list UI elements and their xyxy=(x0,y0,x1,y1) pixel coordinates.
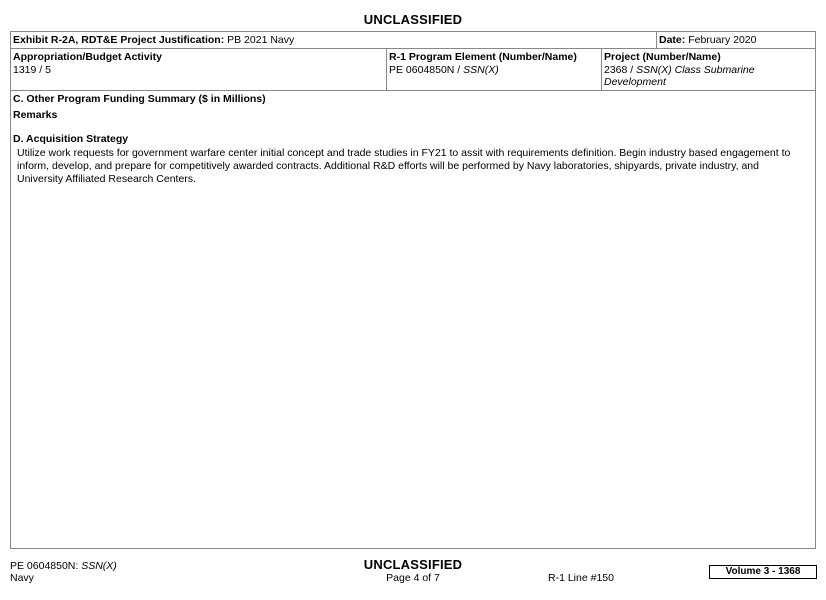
section-d-title: D. Acquisition Strategy xyxy=(13,133,129,145)
r1-program-element-value xyxy=(389,64,599,77)
appropriation-value: 1319 / 5 xyxy=(13,63,51,76)
r1-pe-name: SSN(X) xyxy=(463,63,499,76)
acquisition-strategy-text: Utilize work requests for government warfare center initial concept and trade studies in FY21 to assit with requirements definition. Begin industry based engagement to inform, develop, and prepare for competitively awarded contracts. Additional R&D efforts will be performed by Navy laboratories, shipyards, private industry, and University Affiliated Research Centers. xyxy=(17,147,791,185)
section-c-title: C. Other Program Funding Summary ($ in Millions) xyxy=(13,93,266,105)
appropriation-cell xyxy=(11,49,386,90)
project-cell xyxy=(601,49,815,90)
exhibit-header-row xyxy=(11,32,815,49)
r1-program-element-cell xyxy=(386,49,601,90)
page-number: Page 4 of 7 xyxy=(386,572,440,584)
footer-pe-name: SSN(X) xyxy=(81,560,117,572)
appropriation-label: Appropriation/Budget Activity xyxy=(13,51,162,63)
date-cell xyxy=(656,32,815,48)
project-label: Project (Number/Name) xyxy=(604,51,721,63)
project-name: SSN(X) Class Submarine Development xyxy=(604,63,755,89)
project-value xyxy=(604,64,813,89)
classification-banner-top: UNCLASSIFIED xyxy=(363,12,463,27)
exhibit-value: PB 2021 Navy xyxy=(227,34,295,46)
project-number: 2368 / xyxy=(604,63,637,76)
footer-pe-number: PE 0604850N: xyxy=(10,560,82,572)
footer-service: Navy xyxy=(10,572,34,584)
remarks-title: Remarks xyxy=(13,109,58,121)
r1-pe-number: PE 0604850N / xyxy=(389,63,464,76)
exhibit-title-cell xyxy=(11,32,656,48)
date-label: Date: xyxy=(659,34,686,46)
r1-program-element-label: R-1 Program Element (Number/Name) xyxy=(389,51,577,63)
classification-banner-bottom: UNCLASSIFIED xyxy=(363,557,463,572)
volume-badge: Volume 3 - 1368 xyxy=(709,565,817,579)
exhibit-label: Exhibit R-2A, RDT&E Project Justification: xyxy=(13,34,225,46)
date-value: February 2020 xyxy=(688,34,757,46)
r1-line-number: R-1 Line #150 xyxy=(548,572,614,584)
exhibit-frame xyxy=(10,31,816,549)
program-info-row xyxy=(11,49,815,91)
footer-pe xyxy=(10,560,117,572)
